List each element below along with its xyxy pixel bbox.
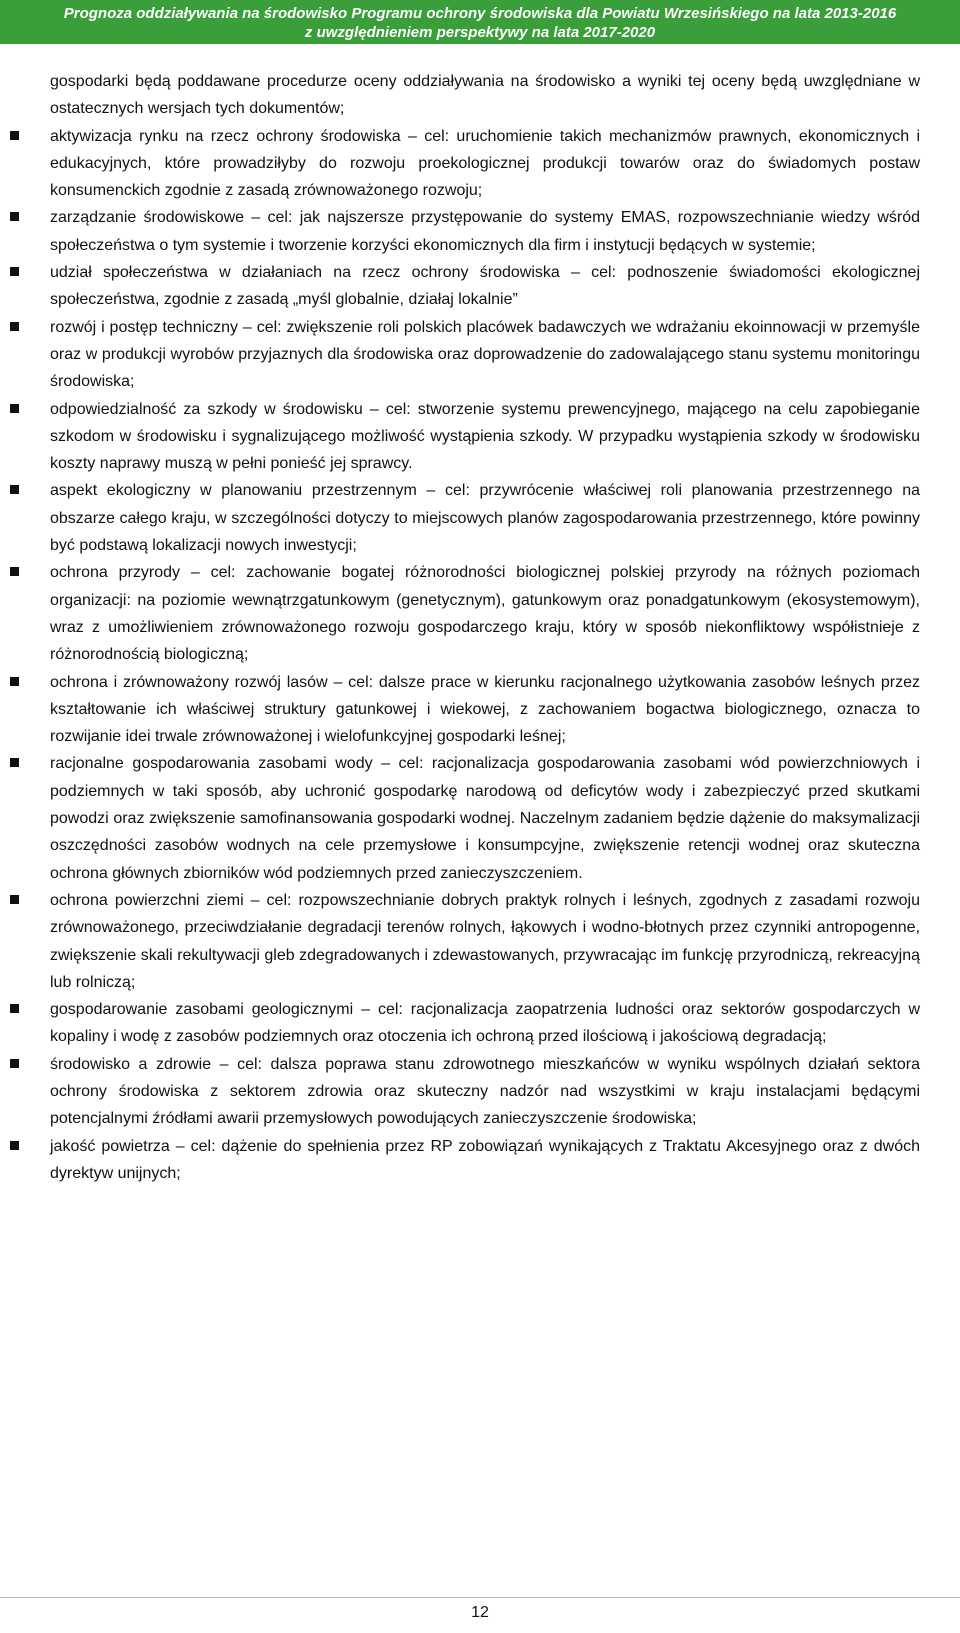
square-bullet-icon: [10, 267, 19, 276]
footer-divider: [0, 1597, 960, 1598]
list-item-text: ochrona i zrównoważony rozwój lasów – cel: dalsze prace w kierunku racjonalnego użytkowania zasobów leśnych przez kształtowanie ich właściwej struktury gatunkowej i wiekowej, z zachowaniem bogactwa biologicznego, oznacza to rozwijanie idei trwale zrównoważonej i wielofunkcyjnej gospodarki leśnej;: [50, 673, 920, 746]
list-item: [50, 477, 920, 559]
list-item: [50, 123, 920, 205]
list-item: [50, 1133, 920, 1188]
page-number: 12: [471, 1604, 489, 1621]
square-bullet-icon: [10, 322, 19, 331]
square-bullet-icon: [10, 1059, 19, 1068]
list-item-text: ochrona przyrody – cel: zachowanie bogatej różnorodności biologicznej polskiej przyrody na różnych poziomach organizacji: na poziomie wewnątrzgatunkowym (genetycznym), gatunkowym oraz ponadgatunkowym (ekosystemowym), wraz z umożliwieniem zrównoważonego rozwoju gospodarczego kraju, który w sposób niekonfliktowy współistnieje z różnorodnością biologiczną;: [50, 564, 920, 664]
square-bullet-icon: [10, 1004, 19, 1013]
square-bullet-icon: [10, 485, 19, 494]
page-header: [0, 0, 960, 44]
list-item-text: udział społeczeństwa w działaniach na rzecz ochrony środowiska – cel: podnoszenie świadomości ekologicznej społeczeństwa, zgodnie z zasadą „myśl globalnie, działaj lokalnie”: [50, 264, 920, 309]
header-title-line-1: Prognoza oddziaływania na środowisko Programu ochrony środowiska dla Powiatu Wrzesińskiego na lata 2013-2016: [63, 5, 897, 22]
list-item: [50, 396, 920, 478]
list-item: [50, 314, 920, 396]
list-item-text: odpowiedzialność za szkody w środowisku – cel: stworzenie systemu prewencyjnego, mającego na celu zapobieganie szkodom w środowisku i sygnalizującego możliwość wystąpienia szkody. W przypadku wystąpienia szkody w środowisku koszty naprawy muszą w pełni ponieść jej sprawcy.: [50, 400, 920, 473]
square-bullet-icon: [10, 895, 19, 904]
list-item: [50, 887, 920, 996]
list-item: [50, 259, 920, 314]
list-item-text: racjonalne gospodarowania zasobami wody – cel: racjonalizacja gospodarowania zasobami wód powierzchniowych i podziemnych w taki sposób, aby uchronić gospodarkę narodową od deficytów wody i zabezpieczyć przed skutkami powodzi oraz zwiększenie samofinansowania gospodarki wodnej. Naczelnym zadaniem będzie dążenie do maksymalizacji oszczędności zasobów wodnych na cele przemysłowe i konsumpcyjne, zwiększenie retencji wodnej oraz skuteczna ochrona głównych zbiorników wód podziemnych przed zanieczyszczeniem.: [50, 755, 920, 882]
list-item-text: ochrona powierzchni ziemi – cel: rozpowszechnianie dobrych praktyk rolnych i leśnych, zgodnych z zasadami rozwoju zrównoważonego, przeciwdziałanie degradacji terenów rolnych, łąkowych i wodno-błotnych przez czynniki antropogenne, zwiększenie skali rekultywacji gleb zdegradowanych i zdewastowanych, przywracając im funkcję przyrodniczą, rekreacyjną lub rolniczą;: [50, 891, 920, 991]
square-bullet-icon: [10, 212, 19, 221]
document-body: [50, 68, 920, 1187]
square-bullet-icon: [10, 131, 19, 140]
square-bullet-icon: [10, 758, 19, 767]
list-item: [50, 750, 920, 886]
list-item-text: gospodarowanie zasobami geologicznymi – cel: racjonalizacja zaopatrzenia ludności oraz sektorów gospodarczych w kopaliny i wodę z zasobów podziemnych oraz otoczenia ich ochroną przed ilościową i jakościową degradacją;: [50, 1001, 920, 1046]
square-bullet-icon: [10, 567, 19, 576]
list-item: [50, 204, 920, 259]
list-item: [50, 996, 920, 1051]
square-bullet-icon: [10, 677, 19, 686]
header-title-line-2: z uwzględnieniem perspektywy na lata 2017-2020: [304, 24, 656, 41]
list-item-text: rozwój i postęp techniczny – cel: zwiększenie roli polskich placówek badawczych we wdrażaniu ekoinnowacji w przemyśle oraz w produkcji wyrobów przyjaznych dla środowiska oraz doprowadzenie do zadowalającego stanu systemu monitoringu środowiska;: [50, 318, 920, 391]
bullet-list: [50, 123, 920, 1188]
square-bullet-icon: [10, 404, 19, 413]
list-item-text: środowisko a zdrowie – cel: dalsza poprawa stanu zdrowotnego mieszkańców w wyniku wspólnych działań sektora ochrony środowiska z sektorem zdrowia oraz skuteczny nadzór nad wszystkimi w kraju instalacjami będącymi potencjalnymi źródłami awarii przemysłowych powodujących zanieczyszczenie środowiska;: [50, 1055, 920, 1128]
list-item-text: aktywizacja rynku na rzecz ochrony środowiska – cel: uruchomienie takich mechanizmów prawnych, ekonomicznych i edukacyjnych, które prowadziłyby do rozwoju proekologicznej produkcji towarów oraz do świadomych postaw konsumenckich zgodnie z zasadą zrównoważonego rozwoju;: [50, 127, 920, 200]
list-item-text: aspekt ekologiczny w planowaniu przestrzennym – cel: przywrócenie właściwej roli planowania przestrzennego na obszarze całego kraju, w szczególności dotyczy to miejscowych planów zagospodarowania przestrzennego, które powinny być podstawą lokalizacji nowych inwestycji;: [50, 482, 920, 555]
list-item: [50, 1051, 920, 1133]
list-item: [50, 559, 920, 668]
list-item-text: jakość powietrza – cel: dążenie do spełnienia przez RP zobowiązań wynikających z Traktatu Akcesyjnego oraz z dwóch dyrektyw unijnych;: [50, 1137, 920, 1182]
list-item: [50, 669, 920, 751]
intro-paragraph: gospodarki będą poddawane procedurze oceny oddziaływania na środowisko a wyniki tej oceny będą uwzględniane w ostatecznych wersjach tych dokumentów;: [50, 73, 920, 118]
list-item-text: zarządzanie środowiskowe – cel: jak najszersze przystępowanie do systemy EMAS, rozpowszechnianie wiedzy wśród społeczeństwa o tym systemie i tworzenie korzyści ekonomicznych dla firm i instytucji będących w systemie;: [50, 209, 920, 254]
square-bullet-icon: [10, 1141, 19, 1150]
